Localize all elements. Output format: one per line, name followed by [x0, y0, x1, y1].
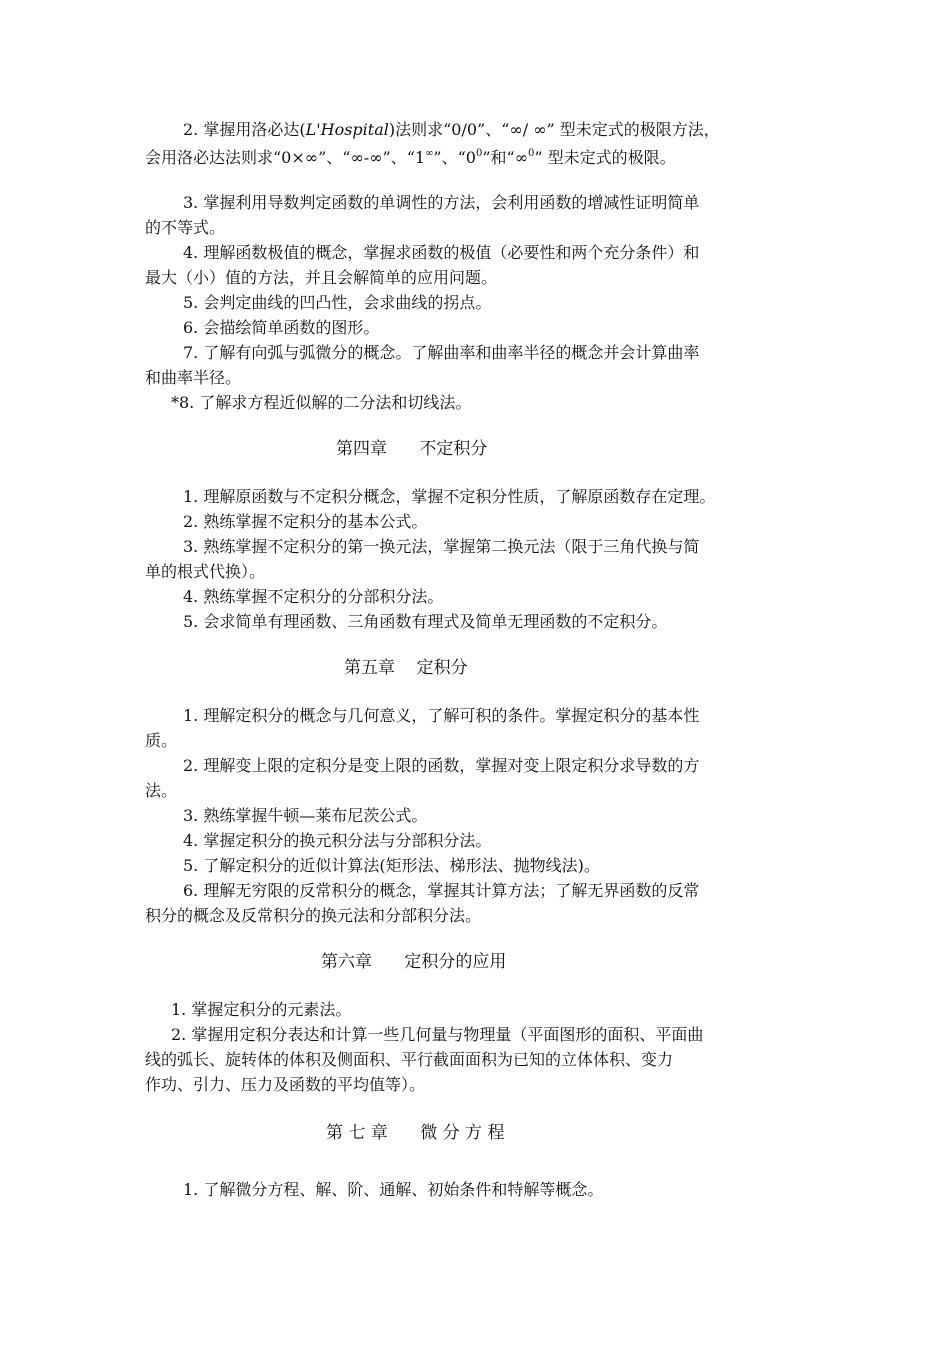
chapter4-heading: 第四章 不定积分: [336, 439, 488, 459]
ch3-item4-line2: 最大（小）值的方法，并且会解简单的应用问题。: [145, 268, 498, 287]
ch3-item2-line2: 会用洛必达法则求“0×∞”、“∞-∞”、“1∞”、“$0^0$”和“∞$^0$” 型未定式的极限。: [145, 148, 676, 167]
ch4-item2: 2. 熟练掌握不定积分的基本公式。: [183, 512, 428, 531]
ch6-item2-line3: 作功、引力、压力及函数的平均值等）。: [145, 1075, 426, 1094]
ch6-item2-line2: 线的弧长、旋转体的体积及侧面积、平行截面面积为已知的立体体积、变力: [145, 1050, 674, 1069]
ch5-item4: 4. 掌握定积分的换元积分法与分部积分法。: [183, 831, 492, 850]
ch7-item1: 1. 了解微分方程、解、阶、通解、初始条件和特解等概念。: [183, 1180, 604, 1199]
ch5-item1-line2: 质。: [145, 731, 178, 750]
ch3-item7-line2: 和曲率半径。: [145, 368, 242, 387]
ch5-item3: 3. 熟练掌握牛顿—莱布尼茨公式。: [183, 806, 428, 825]
ch3-item2-line1: 2. 掌握用洛必达(L'Hospital)法则求“0/0”、“∞/ ∞” 型未定式的极限方法，: [183, 120, 720, 139]
ch6-item1: 1. 掌握定积分的元素法。: [171, 1000, 352, 1019]
ch3-item7-line1: 7. 了解有向弧与弧微分的概念。了解曲率和曲率半径的概念并会计算曲率: [183, 343, 700, 362]
chapter7-heading: 第 七 章 微 分 方 程: [326, 1123, 505, 1143]
ch3-item6: 6. 会描绘简单函数的图形。: [183, 318, 380, 337]
ch4-item3-line2: 单的根式代换）。: [145, 562, 266, 581]
ch5-item6-line1: 6. 理解无穷限的反常积分的概念，掌握其计算方法；了解无界函数的反常: [183, 881, 700, 900]
chapter5-heading: 第五章 定积分: [344, 658, 468, 678]
ch3-item3-line2: 的不等式。: [145, 218, 226, 237]
ch4-item3-line1: 3. 熟练掌握不定积分的第一换元法，掌握第二换元法（限于三角代换与简: [183, 537, 700, 556]
ch4-item5: 5. 会求简单有理函数、三角函数有理式及简单无理函数的不定积分。: [183, 612, 668, 631]
ch3-item3-line1: 3. 掌握利用导数判定函数的单调性的方法，会利用函数的增减性证明简单: [183, 193, 700, 212]
ch5-item5: 5. 了解定积分的近似计算法(矩形法、梯形法、抛物线法)。: [183, 856, 600, 875]
ch5-item2-line1: 2. 理解变上限的定积分是变上限的函数，掌握对变上限定积分求导数的方: [183, 756, 700, 775]
ch5-item2-line2: 法。: [145, 781, 178, 800]
ch4-item1: 1. 理解原函数与不定积分概念，掌握不定积分性质，了解原函数存在定理。: [183, 487, 716, 506]
ch5-item6-line2: 积分的概念及反常积分的换元法和分部积分法。: [145, 906, 482, 925]
ch5-item1-line1: 1. 理解定积分的概念与几何意义，了解可积的条件。掌握定积分的基本性: [183, 706, 700, 725]
ch3-item4-line1: 4. 理解函数极值的概念，掌握求函数的极值（必要性和两个充分条件）和: [183, 243, 700, 262]
ch3-item8: *8. 了解求方程近似解的二分法和切线法。: [171, 393, 472, 412]
lhospital-italic: L'Hospital: [305, 120, 389, 139]
ch4-item4: 4. 熟练掌握不定积分的分部积分法。: [183, 587, 444, 606]
chapter6-heading: 第六章 定积分的应用: [321, 952, 507, 972]
ch6-item2-line1: 2. 掌握用定积分表达和计算一些几何量与物理量（平面图形的面积、平面曲: [171, 1025, 704, 1044]
ch3-item5: 5. 会判定曲线的凹凸性，会求曲线的拐点。: [183, 293, 492, 312]
